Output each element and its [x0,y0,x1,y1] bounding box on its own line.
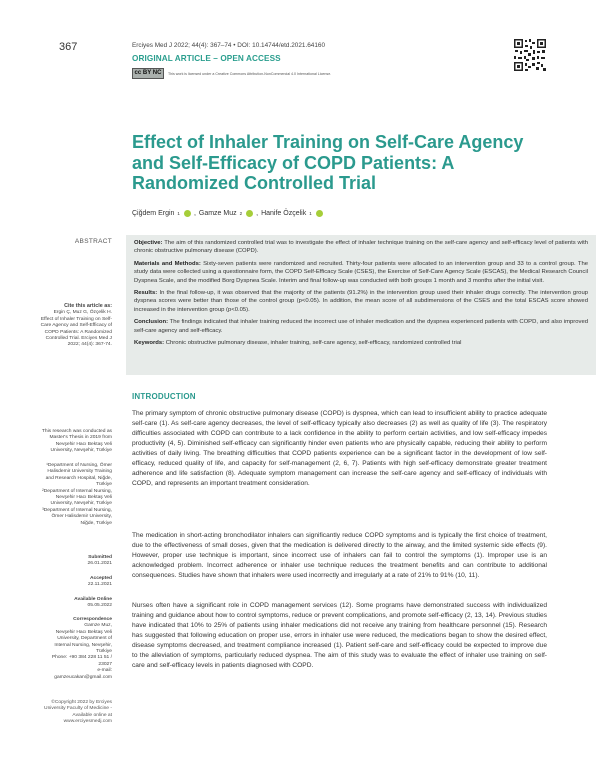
correspondence-block [40,617,112,681]
introduction-heading: INTRODUCTION [132,392,196,401]
orcid-icon[interactable] [316,210,323,217]
objective-text: The aim of this randomized controlled trial was to investigate the effect of inhaler technique training on the self-care agency and self-efficacy level of patients with chronic obstructive pulmonary disease (COPD). [134,240,589,255]
correspondence-email[interactable]: gamzeucakan@gmail.com [54,674,112,680]
online-label: Available Online [74,596,112,602]
submitted-date: 26.01.2021 [87,561,112,567]
intro-paragraph-2: The medication in short-acting bronchodilator inhalers can significantly reduce COPD symptoms and is typically the first choice of treatment, due to the effectiveness of small doses, given that the medication is delivered directly to the airway, and the limited systemic side effects (9). However, proper use technique is important, since incorrect use of inhalers can fail to control the symptoms (1). Improper use is an acknowledged problem. Incorrect adherence or inhaler use technique reduces the treatment benefits and can contribute to additional consequences. Studies have shown that inhalers were used incorrectly and irregularly at a rate of 21% to 91% (10, 11). [132,532,547,580]
license-text[interactable]: This work is licensed under a Creative Commons Attribution-NonCommercial 4.0 International License. [168,71,332,76]
article-title: Effect of Inhaler Training on Self-Care Agency and Self-Efficacy of COPD Patients: A Randomized Controlled Trial [132,132,524,193]
thesis-note: This research was conducted as Master's Thesis in 2019 from Nevşehir Hacı Bektaş Veli University, Nevşehir, Türkiye [41,429,112,454]
affiliation-2: ²Department of Internal Nursing, Nevşehir Hacı Bektaş Veli University, Nevşehir, Türkiye [42,488,112,507]
conclusion-text: The findings indicated that inhaler training reduced the incorrect use of inhaler medication and the dyspnea experienced patients with COPD, and also improved self-care agency and self-efficacy. [134,319,588,334]
author-list: Çiğdem Ergin 1 , Gamze Muz 2 , Hanife Özçelik 1 [132,210,323,217]
abstract-results [134,289,588,314]
orcid-icon[interactable] [246,210,253,217]
accepted-label: Accepted [89,575,112,581]
keywords-label: Keywords: [134,340,165,347]
online-date: 05.05.2022 [87,603,112,609]
accepted-date: 22.11.2021 [87,582,112,588]
email-label: e-mail: [97,668,112,674]
author-name: Hanife Özçelik [261,210,307,217]
methods-text: Sixty-seven patients were randomized and recruited. Thirty-four patients were allocated to an intervention group and 33 to a control group. The study data were collected using a questionnaire form, the COPD Self-Efficacy Scale (CSES), the Exercise of Self-Care Agency Scale (ESCAS), the Medical Research Council Dyspnea Scale, and the modified Borg Dyspnea Scale. Interim and final follow-up was conducted with both groups 1 month and 3 months after the initial visit. [134,260,588,284]
results-label: Results: [134,290,158,297]
conclusion-label: Conclusion: [134,319,169,326]
submitted-label: Submitted [88,555,112,560]
article-type: ORIGINAL ARTICLE – OPEN ACCESS [132,54,281,63]
license-block [132,68,331,79]
abstract-box [126,235,596,375]
intro-paragraph-1: The primary symptom of chronic obstructive pulmonary disease (COPD) is dyspnea, which can lead to insufficient ability to practice adequate self-care (1). As self-care agency decreases, the level of self-efficacy typically also decreases (2) as well as quality of life (3). The respiratory difficulties associated with COPD can contribute to a lack confidence in the ability to perform certain activities, and low self-efficacy impedes productivity (4, 5). Diminished self-efficacy can significantly hinder even patients who are physically capable, reducing their ability to perform activities of daily living. The breathing difficulties that COPD patients experience can be a significant factor in the development of low self-efficacy, reduced quality of life, and capacity for self-management (2, 6, 7). Patients with high self-efficacy demonstrate greater treatment adherence and life satisfaction (8). Adequate symptom management can increase the self-care agency and self-efficacy of individuals with COPD, and represents an important treatment consideration. [132,410,547,488]
results-text: In the final follow-up, it was observed that the majority of the patients (91.2%) in the intervention group used their inhaler drugs correctly. The intervention group dyspnea scores were better than those of the control group (p<0.05). In addition, the mean score of all subdimensions of the CSES and the total ESCAS score showed increased in the intervention group (p<0.05). [134,290,588,313]
cite-text: Ergin Ç, Muz G, Özçelik H. Effect of Inhaler Training on Self-Care Agency and Self-Efficacy of COPD Patients: A Randomized Controlled Trial. Erciyes Med J 2022; 44(4): 367-74. [40,310,112,348]
author-affiliation-mark: 2 [239,211,243,216]
cc-license-badge: cc BY NC [132,68,164,79]
abstract-keywords [134,339,588,347]
methods-label: Materials and Methods: [134,260,201,267]
orcid-icon[interactable] [184,210,191,217]
author-name: Gamze Muz [198,210,237,217]
cite-as-block [40,303,112,349]
affiliation-3: ³Department of Internal Nursing, Ömer Halisdemir University, Niğde, Türkiye [42,507,112,526]
abstract-methods [134,260,588,285]
correspondence-address: Nevşehir Hacı Bektaş Veli University, Department of Internal Nursing, Nevşehir, Türkiye [54,629,112,655]
affiliations [40,463,112,527]
cite-label: Cite this article as: [64,303,112,309]
qr-code-icon [513,38,547,72]
author-affiliation-mark: 1 [177,211,180,216]
correspondence-phone: Phone: +90 384 228 11 51 / 23027 [51,655,112,667]
abstract-conclusion [134,318,588,335]
affiliation-1: ¹Department of Nursing, Ömer Halisdemir University Training and Research Hospital, Niğde, Türkiye [45,463,112,488]
journal-citation-line: Erciyes Med J 2022; 44(4): 367–74 • DOI: 10.14744/etd.2021.64160 [132,42,326,49]
objective-label: Objective: [134,240,163,246]
dates-block [40,555,112,609]
abstract-label: ABSTRACT [74,238,112,245]
abstract-objective [134,239,588,256]
intro-paragraph-3: Nurses often have a significant role in COPD management services (12). Some programs have demonstrated success with individualized training and guidance about how to control symptoms, reduce or prevent complications, and promote self-efficacy (2, 13, 14). Previous studies have indicated that 10% to 25% of patients using inhaler medications did not receive any training from healthcare personnel (15). Research has suggested that following education on proper use, errors in inhaler use were reduced, the medications began to show the desired effect, disease symptoms decreased, and treatment compliance increased (1). Patient self-care and self-efficacy could be expected to improve due to the alleviation of symptoms, particularly reduced dyspnea. The aim of this study was to evaluate the effect of inhaler use training on self-care and self-efficacy levels in patients diagnosed with COPD. [132,602,547,670]
keywords-text: Chronic obstructive pulmonary disease, inhaler training, self-care agency, self-efficacy, randomized controlled trial [165,340,462,347]
page-number: 367 [59,41,78,53]
author-name: Çiğdem Ergin [132,210,175,217]
copyright-note: ©Copyright 2022 by Erciyes University Faculty of Medicine - Available online at www.erciyesmedj.com [44,700,112,725]
author-affiliation-mark: 1 [309,211,312,216]
correspondence-name: Gamze Muz, [84,623,112,629]
correspondence-label: Correspondence [73,617,112,622]
